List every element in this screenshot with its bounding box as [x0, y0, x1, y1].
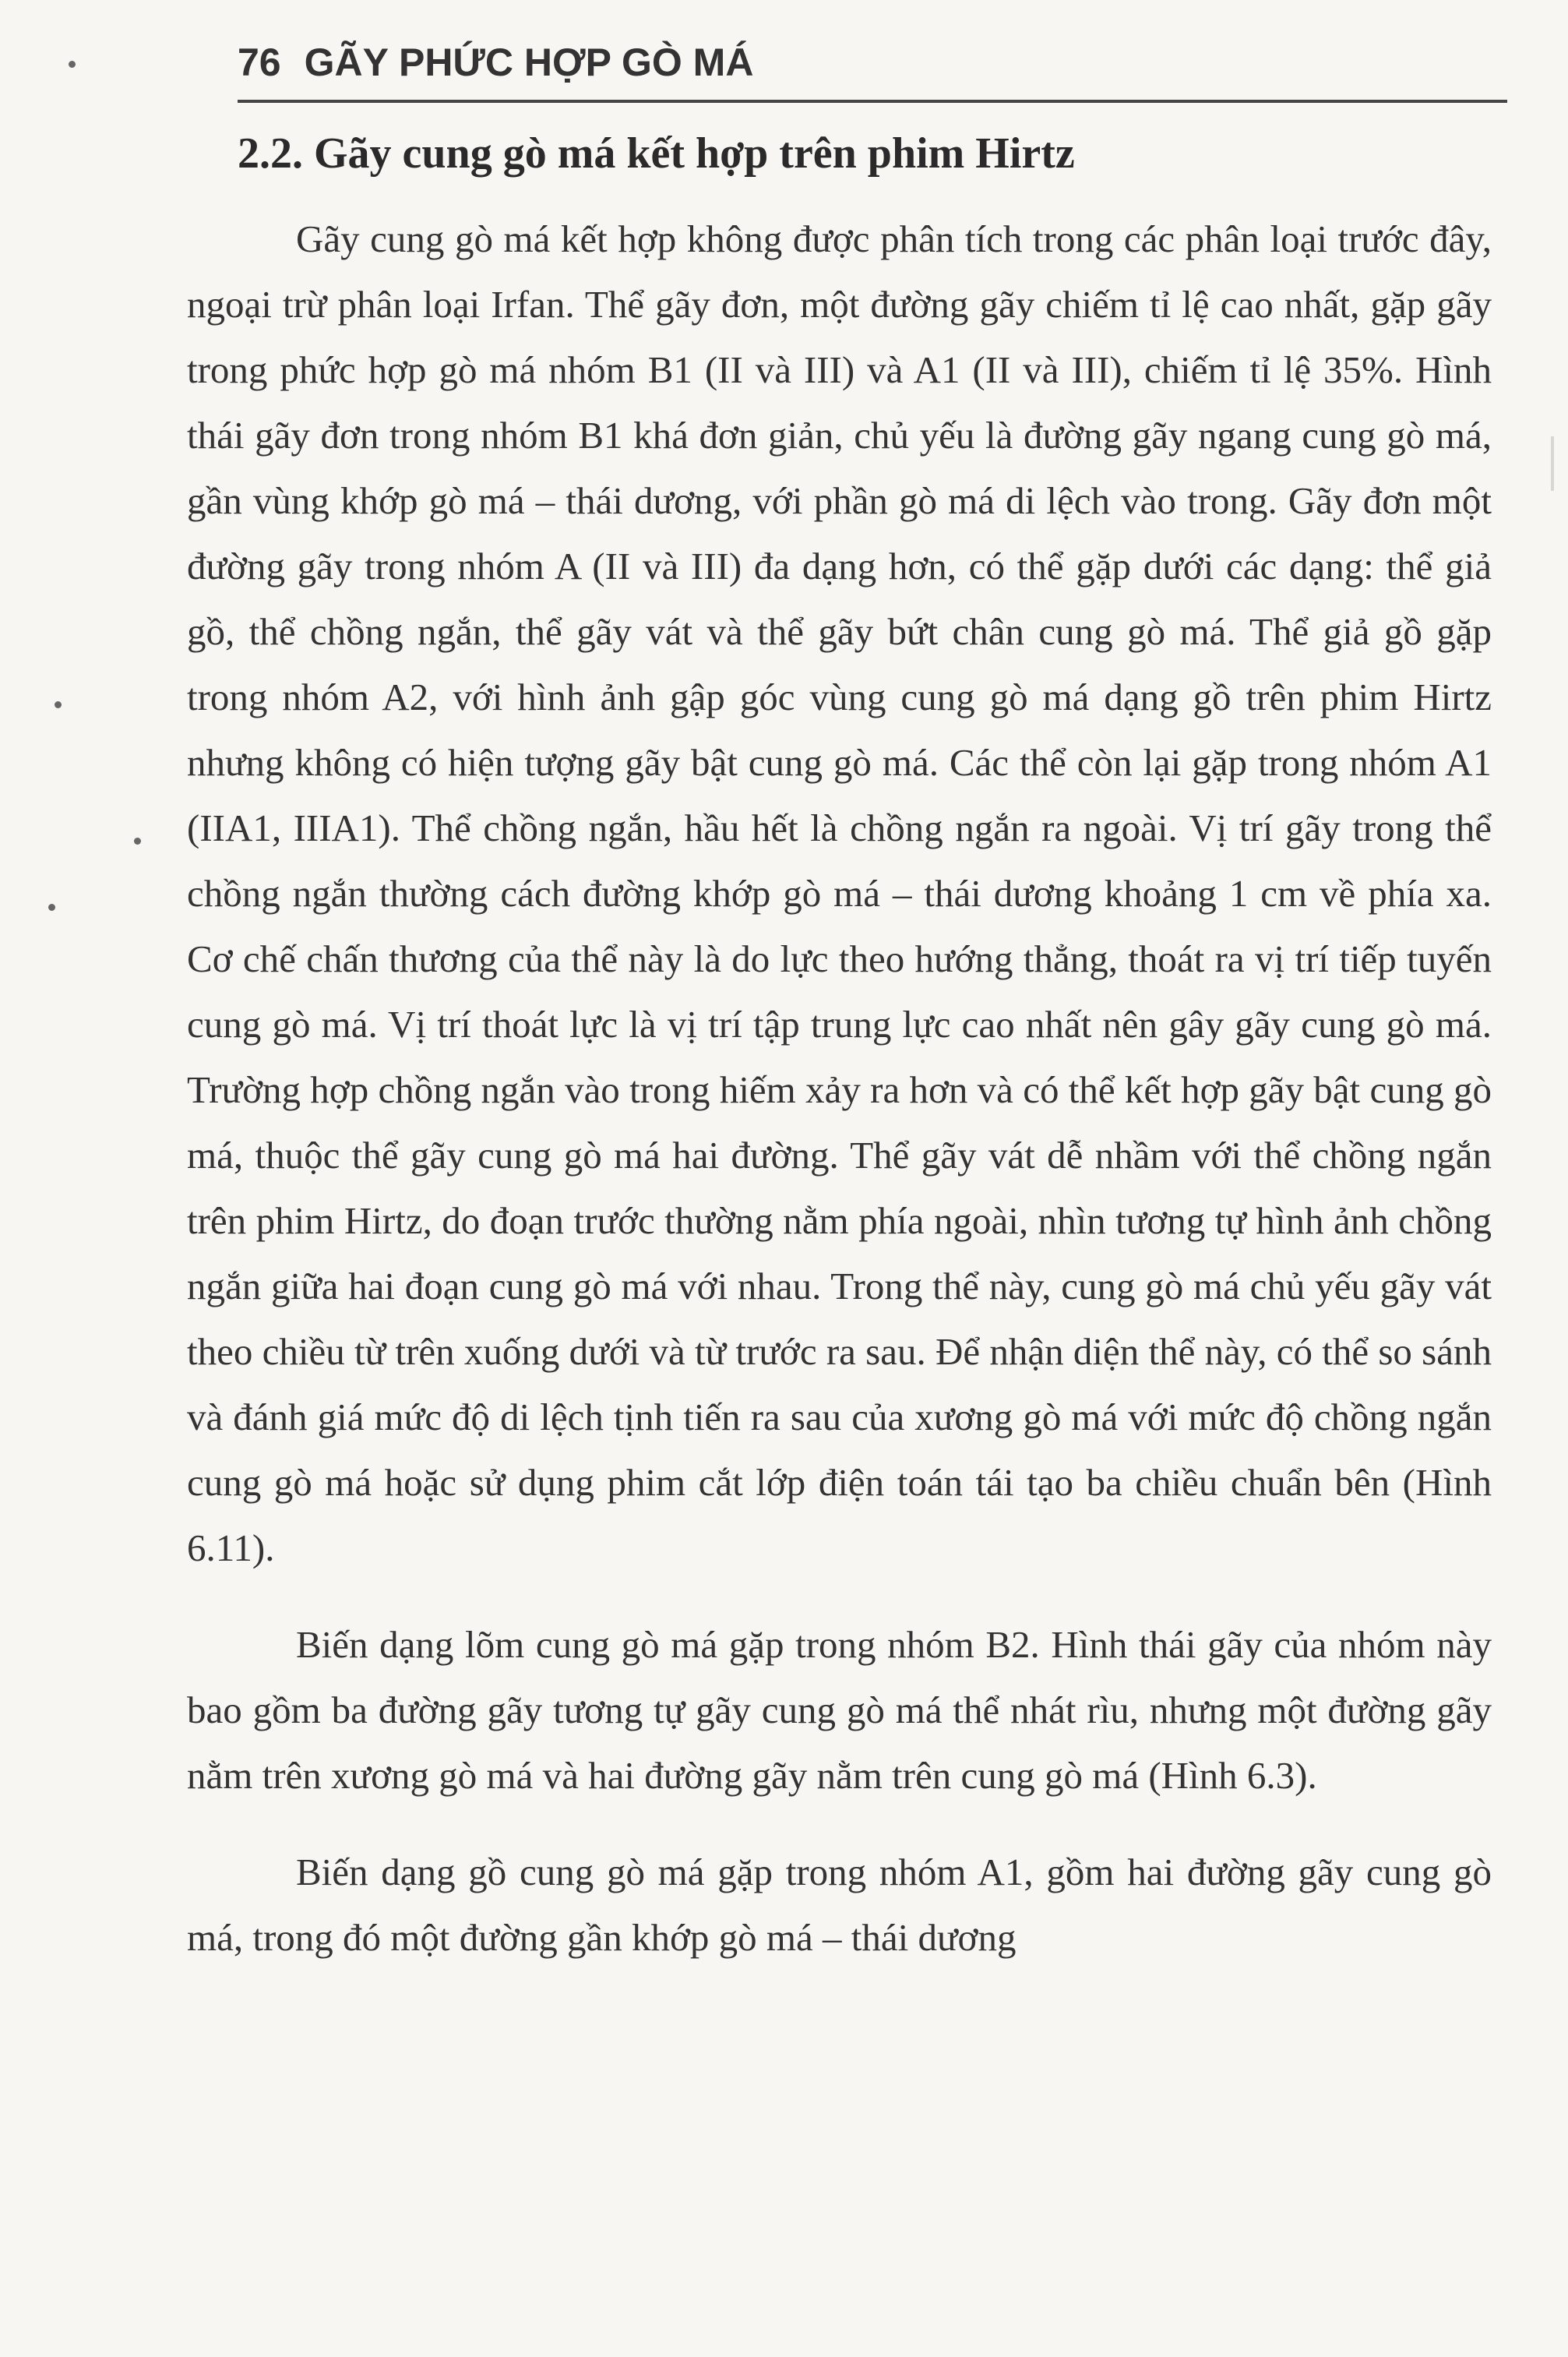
section-heading: 2.2. Gãy cung gò má kết hợp trên phim Hirtz: [238, 129, 1075, 178]
paragraph: Biến dạng lõm cung gò má gặp trong nhóm B2. Hình thái gãy của nhóm này bao gồm ba đường gãy tương tự gãy cung gò má thể nhát rìu, nhưng một đường gãy nằm trên xương gò má và hai đường gãy nằm trên cung gò má (Hình 6.3).: [187, 1623, 1492, 1797]
page-number: 76: [238, 41, 281, 84]
scan-speck: [69, 61, 76, 68]
paragraph: Biến dạng gồ cung gò má gặp trong nhóm A1, gồm hai đường gãy cung gò má, trong đó một đường gần khớp gò má – thái dương: [187, 1851, 1492, 1959]
paragraph: Gãy cung gò má kết hợp không được phân tích trong các phân loại trước đây, ngoại trừ phân loại Irfan. Thể gãy đơn, một đường gãy chiếm tỉ lệ cao nhất, gặp gãy trong phức hợp gò má nhóm B1 (II và III) và A1 (II và III), chiếm tỉ lệ 35%. Hình thái gãy đơn trong nhóm B1 khá đơn giản, chủ yếu là đường gãy ngang cung gò má, gần vùng khớp gò má – thái dương, với phần gò má di lệch vào trong. Gãy đơn một đường gãy trong nhóm A (II và III) đa dạng hơn, có thể gặp dưới các dạng: thể giả gồ, thể chồng ngắn, thể gãy vát và thể gãy bứt chân cung gò má. Thể giả gồ gặp trong nhóm A2, với hình ảnh gập góc vùng cung gò má dạng gồ trên phim Hirtz nhưng không có hiện tượng gãy bật cung gò má. Các thể còn lại gặp trong nhóm A1 (IIA1, IIIA1). Thể chồng ngắn, hầu hết là chồng ngắn ra ngoài. Vị trí gãy trong thể chồng ngắn thường cách đường khớp gò má – thái dương khoảng 1 cm về phía xa. Cơ chế chấn thương của thể này là do lực theo hướng thẳng, thoát ra vị trí tiếp tuyến cung gò má. Vị trí thoát lực là vị trí tập trung lực cao nhất nên gây gãy cung gò má. Trường hợp chồng ngắn vào trong hiếm xảy ra hơn và có thể kết hợp gãy bật cung gò má, thuộc thể gãy cung gò má hai đường. Thể gãy vát dễ nhầm với thể chồng ngắn trên phim Hirtz, do đoạn trước thường nằm phía ngoài, nhìn tương tự hình ảnh chồng ngắn giữa hai đoạn cung gò má với nhau. Trong thể này, cung gò má chủ yếu gãy vát theo chiều từ trên xuống dưới và từ trước ra sau. Để nhận diện thể này, có thể so sánh và đánh giá mức độ di lệch tịnh tiến ra sau của xương gò má với mức độ chồng ngắn cung gò má hoặc sử dụng phim cắt lớp điện toán tái tạo ba chiều chuẩn bên (Hình 6.11).: [187, 217, 1492, 1569]
running-title: GÃY PHỨC HỢP GÒ MÁ: [304, 41, 754, 84]
header-rule: [238, 100, 1507, 103]
page-edge-shadow: [1551, 436, 1554, 491]
scan-speck: [48, 904, 55, 911]
scan-speck: [134, 838, 141, 845]
scan-speck: [55, 701, 62, 708]
body-text: [187, 206, 1492, 1971]
running-header: [238, 31, 1507, 94]
